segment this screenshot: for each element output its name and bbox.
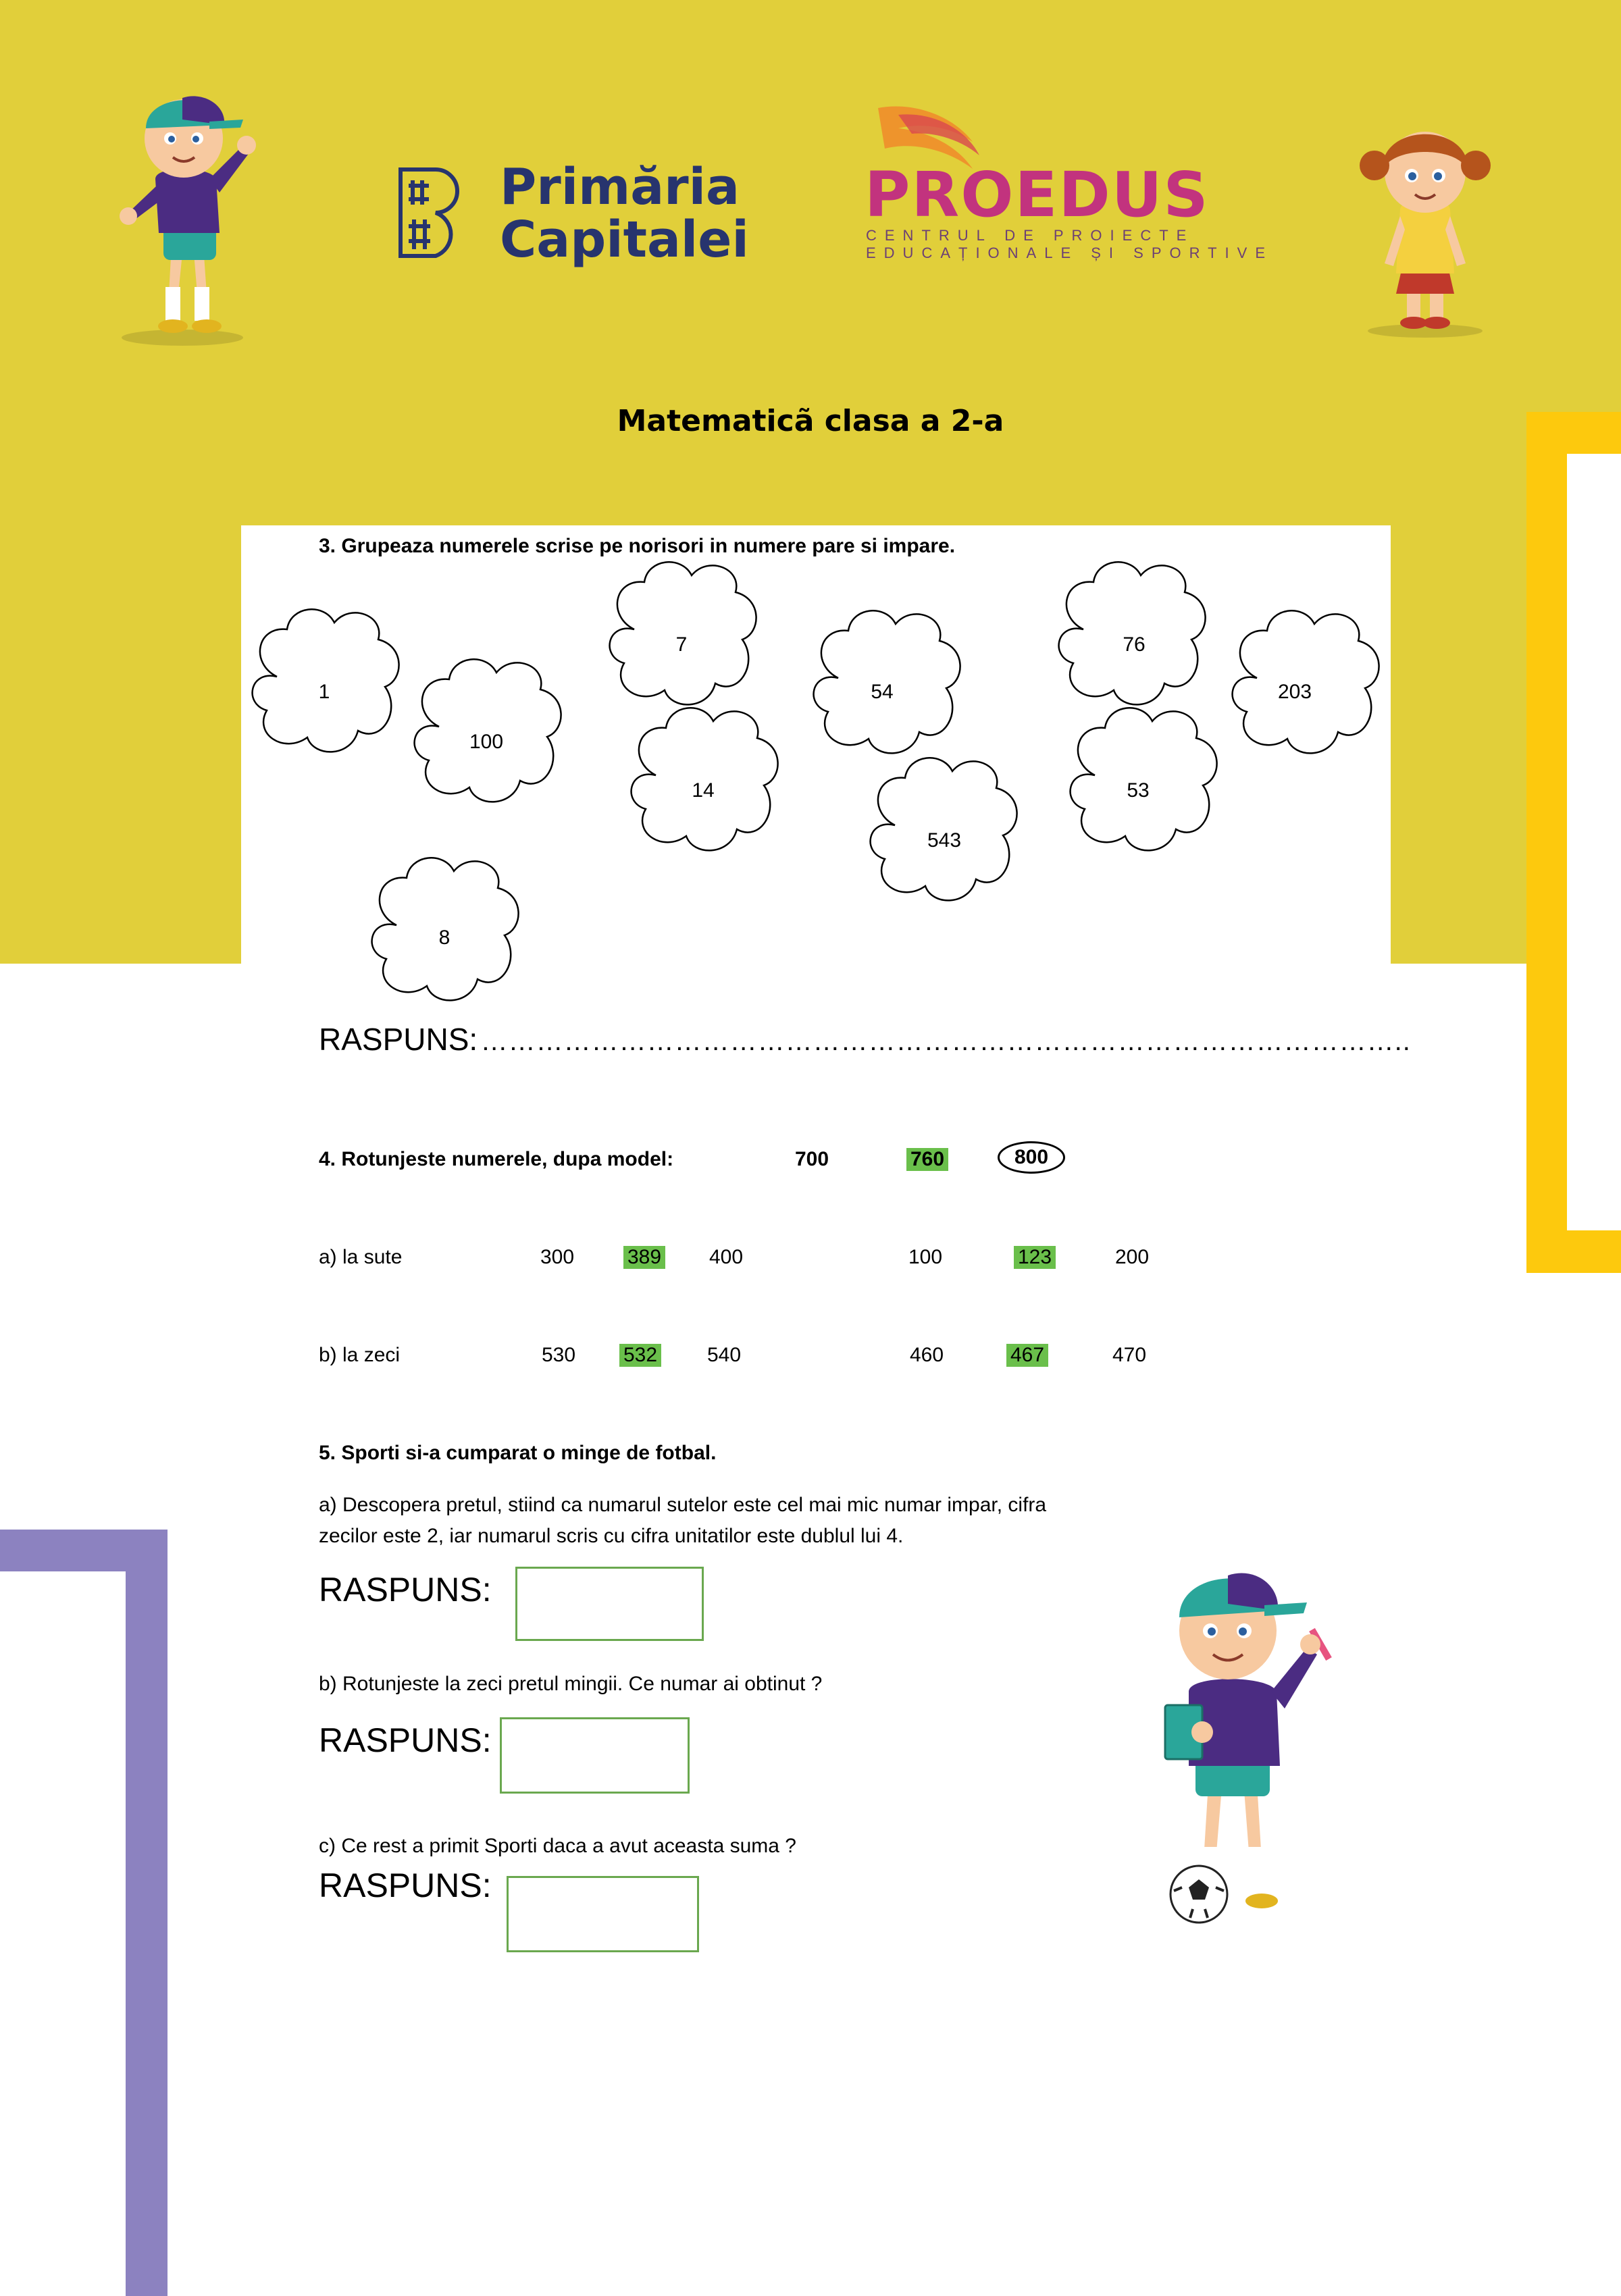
mascot-girl bbox=[1347, 108, 1503, 341]
mascot-boy-football bbox=[1114, 1523, 1351, 1928]
document-title: Matematicã clasa a 2-a bbox=[617, 404, 1004, 438]
cloud-number: 100 bbox=[469, 731, 504, 753]
row-b-value: 540 bbox=[707, 1344, 742, 1366]
answer-c-box[interactable] bbox=[507, 1876, 699, 1952]
row-b-value: 467 bbox=[1006, 1344, 1048, 1367]
primaria-line-2: Capitalei bbox=[500, 211, 749, 269]
row-b-label: b) la zeci bbox=[319, 1344, 401, 1366]
model-result: 800 bbox=[998, 1141, 1065, 1174]
answer-a-box[interactable] bbox=[515, 1567, 704, 1641]
proedus-sub-line-1: CENTRUL DE PROIECTE bbox=[866, 227, 1195, 244]
row-a-value: 123 bbox=[1014, 1246, 1056, 1269]
exercise-3-prompt: 3. Grupeaza numerele scrise pe norisori in numere pare si impare. bbox=[319, 535, 956, 557]
cloud-number: 8 bbox=[438, 927, 451, 949]
cloud-number: 7 bbox=[675, 633, 688, 656]
cloud-number: 203 bbox=[1277, 681, 1312, 703]
answer-b-label: RASPUNS: bbox=[319, 1721, 492, 1759]
row-b-value: 470 bbox=[1112, 1344, 1147, 1366]
cloud-number: 76 bbox=[1123, 633, 1146, 656]
row-a-label: a) la sute bbox=[319, 1246, 403, 1268]
row-b-value: 460 bbox=[910, 1344, 944, 1366]
answer-c-label: RASPUNS: bbox=[319, 1867, 492, 1904]
exercise-3-answer-row bbox=[319, 1021, 1411, 1058]
exercise-5a-line-2: zecilor este 2, iar numarul scris cu cifra unitatilor este dublul lui 4. bbox=[319, 1525, 904, 1547]
cloud-number: 54 bbox=[871, 681, 894, 703]
primaria-logo-icon bbox=[395, 165, 476, 260]
primaria-line-1: Primăria bbox=[500, 158, 740, 216]
proedus-logo-subtitle bbox=[866, 227, 1273, 262]
primaria-logo-text bbox=[500, 158, 749, 269]
row-a-value: 200 bbox=[1115, 1246, 1150, 1268]
row-b-value: 530 bbox=[542, 1344, 576, 1366]
exercise-5a-text bbox=[319, 1490, 1046, 1552]
cloud-number: 1 bbox=[318, 681, 330, 703]
row-a-value: 400 bbox=[709, 1246, 744, 1268]
exercise-4-prompt: 4. Rotunjeste numerele, dupa model: bbox=[319, 1148, 674, 1170]
purple-bracket-inner bbox=[0, 1571, 126, 2296]
model-low: 700 bbox=[795, 1148, 829, 1170]
model-value: 760 bbox=[906, 1148, 948, 1171]
exercise-5b-text: b) Rotunjeste la zeci pretul mingii. Ce numar ai obtinut ? bbox=[319, 1673, 823, 1695]
answer-dotted-line[interactable]: ……………………………………………………………………………………….. bbox=[480, 1026, 1411, 1056]
cloud-number: 543 bbox=[927, 829, 962, 852]
yellow-bracket-inner bbox=[1567, 454, 1621, 1230]
row-b-value: 532 bbox=[619, 1344, 661, 1367]
proedus-logo-name: PROEDUS bbox=[865, 159, 1210, 231]
exercise-5a-line-1: a) Descopera pretul, stiind ca numarul sutelor este cel mai mic numar impar, cifra bbox=[319, 1494, 1047, 1516]
clouds-area bbox=[241, 547, 1389, 1013]
cloud-number: 14 bbox=[692, 779, 715, 802]
mascot-boy-waving bbox=[108, 71, 257, 355]
cloud-number: 53 bbox=[1127, 779, 1150, 802]
row-a-value: 100 bbox=[908, 1246, 943, 1268]
answer-b-box[interactable] bbox=[500, 1717, 690, 1794]
answer-label: RASPUNS: bbox=[319, 1022, 478, 1057]
row-a-value: 300 bbox=[540, 1246, 575, 1268]
proedus-sub-line-2: EDUCAȚIONALE ȘI SPORTIVE bbox=[866, 244, 1274, 261]
answer-a-label: RASPUNS: bbox=[319, 1571, 492, 1609]
row-a-value: 389 bbox=[623, 1246, 665, 1269]
exercise-5c-text: c) Ce rest a primit Sporti daca a avut aceasta suma ? bbox=[319, 1835, 796, 1857]
exercise-5-prompt: 5. Sporti si-a cumparat o minge de fotbal. bbox=[319, 1442, 717, 1464]
